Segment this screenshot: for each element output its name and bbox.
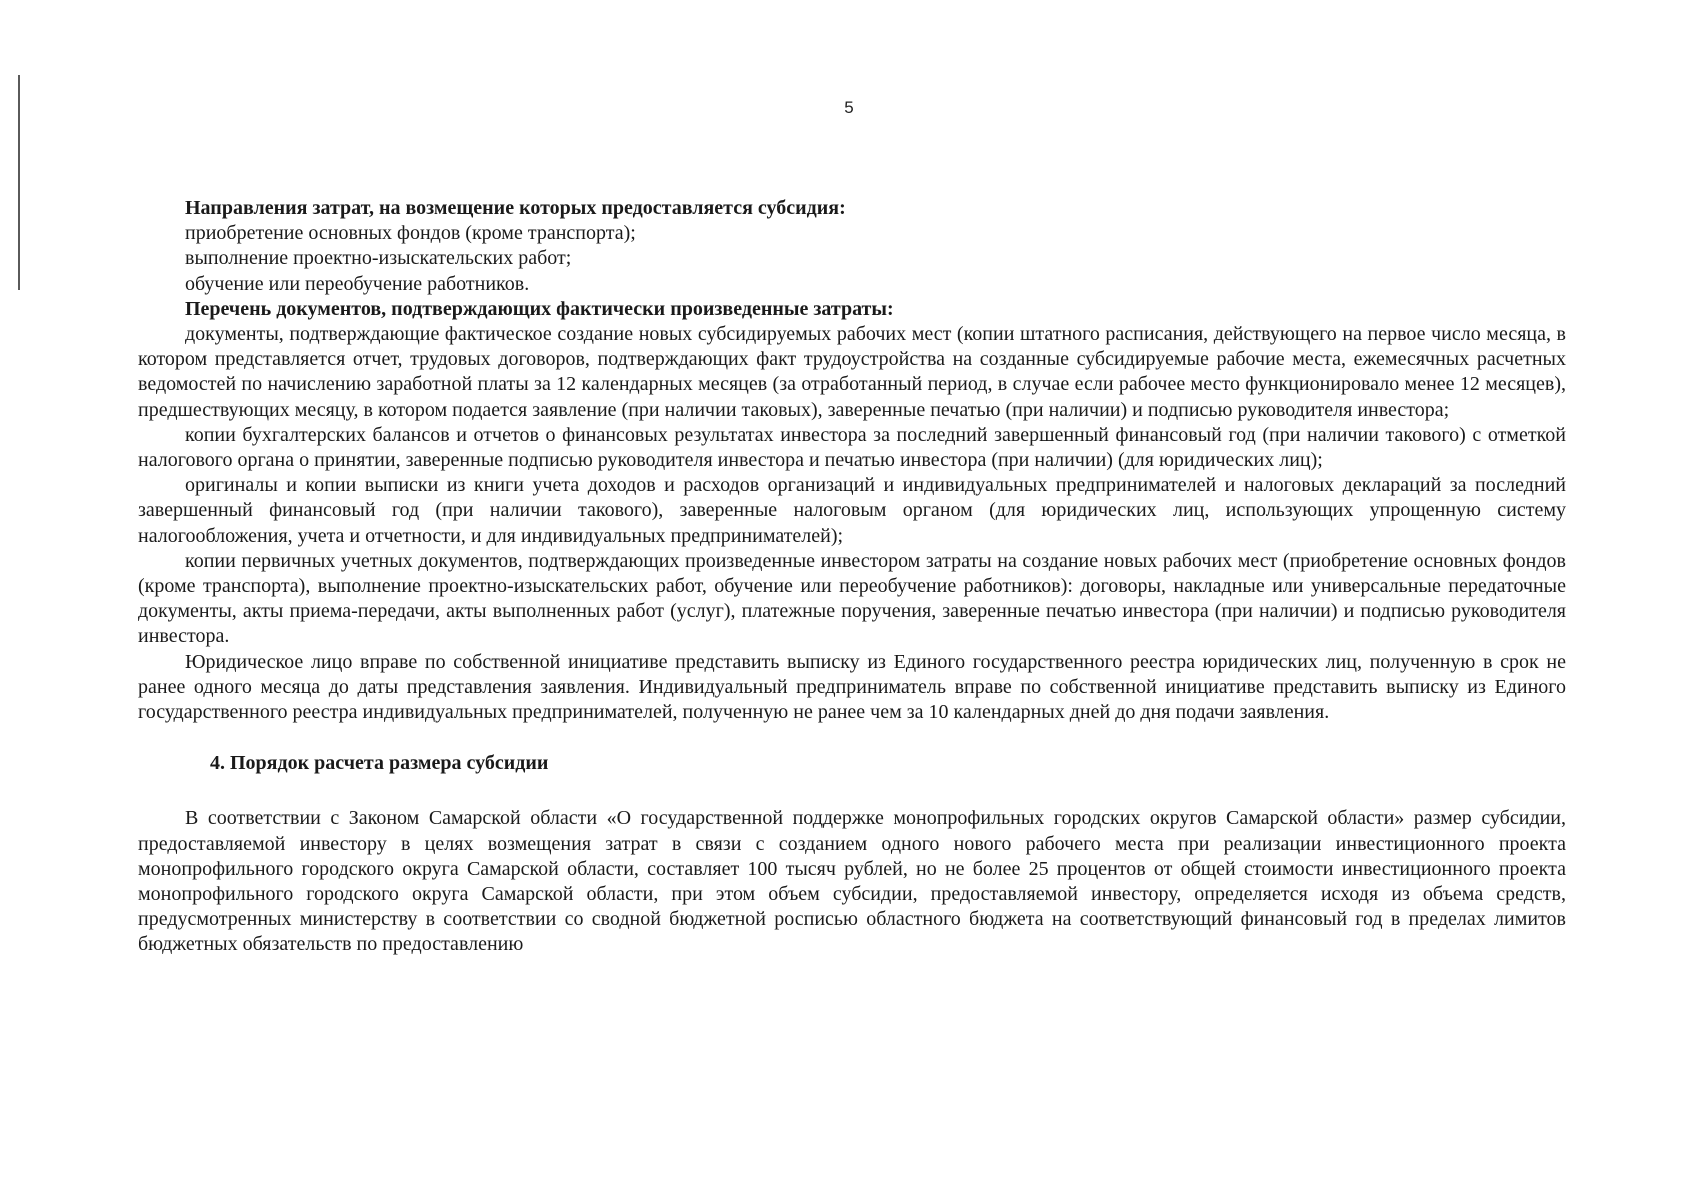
- heading-cost-directions: Направления затрат, на возмещение которых предоставляется субсидия:: [185, 197, 846, 219]
- cost-item: обучение или переобучение работников.: [185, 272, 530, 295]
- cost-item: выполнение проектно-изыскательских работ;: [185, 247, 572, 270]
- document-body: [138, 196, 1566, 958]
- heading-documents-list: Перечень документов, подтверждающих фактически произведенные затраты:: [185, 297, 894, 320]
- document-paragraph: оригиналы и копии выписки из книги учета доходов и расходов организаций и индивидуальных предпринимателей и налоговых деклараций за последний завершенный финансовый год (при наличии такового), заверенные налоговым органом (для юридических лиц, использующих упрощенную систему налогообложения, учета и отчетности, и для индивидуальных предпринимателей);: [138, 474, 1566, 547]
- document-paragraph: документы, подтверждающие фактическое создание новых субсидируемых рабочих мест (копии штатного расписания, действующего на первое число месяца, в котором представляется отчет, трудовых договоров, подтверждающих факт трудоустройства на созданные субсидируемые рабочие места, ежемесячных расчетных ведомостей по начислению заработной платы за 12 календарных месяцев (за отработанный период, в случае если рабочее место функционировало менее 12 месяцев), предшествующих месяцу, в котором подается заявление (при наличии таковых), заверенные печатью (при наличии) и подписью руководителя инвестора;: [138, 323, 1566, 421]
- section-paragraph: В соответствии с Законом Самарской области «О государственной поддержке монопрофильных городских округов Самарской области» размер субсидии, предоставляемой инвестору в целях возмещения затрат в связи с созданием одного нового рабочего места при реализации инвестиционного проекта монопрофильного городского округа Самарской области, составляет 100 тысяч рублей, но не более 25 процентов от общей стоимости инвестиционного проекта монопрофильного городского округа Самарской области, при этом объем субсидии, предоставляемой инвестору, определяется исходя из объема средств, предусмотренных министерству в соответствии со сводной бюджетной росписью областного бюджета на соответствующий финансовый год в пределах лимитов бюджетных обязательств по предоставлению: [138, 807, 1566, 956]
- document-paragraph: копии бухгалтерских балансов и отчетов о финансовых результатах инвестора за последний завершенный финансовый год (при наличии такового) с отметкой налогового органа о принятии, заверенные подписью руководителя инвестора и печатью инвестора (при наличии) (для юридических лиц);: [138, 423, 1566, 472]
- document-paragraph: Юридическое лицо вправе по собственной инициативе представить выписку из Единого государственного реестра юридических лиц, полученную в срок не ранее одного месяца до даты представления заявления. Индивидуальный предприниматель вправе по собственной инициативе представить выписку из Единого государственного реестра индивидуальных предпринимателей, полученную не ранее чем за 10 календарных дней до дня подачи заявления.: [138, 650, 1566, 724]
- document-paragraph: копии первичных учетных документов, подтверждающих произведенные инвестором затраты на создание новых рабочих мест (приобретение основных фондов (кроме транспорта), выполнение проектно-изыскательских работ, обучение или переобучение работников): договоры, накладные или универсальные передаточные документы, акты приема-передачи, акты выполненных работ (услуг), платежные поручения, заверенные печатью инвестора (при наличии) и подписью руководителя инвестора.: [138, 549, 1566, 648]
- page-number: 5: [844, 98, 854, 117]
- cost-item: приобретение основных фондов (кроме транспорта);: [185, 222, 636, 245]
- section-title: 4. Порядок расчета размера субсидии: [210, 752, 549, 775]
